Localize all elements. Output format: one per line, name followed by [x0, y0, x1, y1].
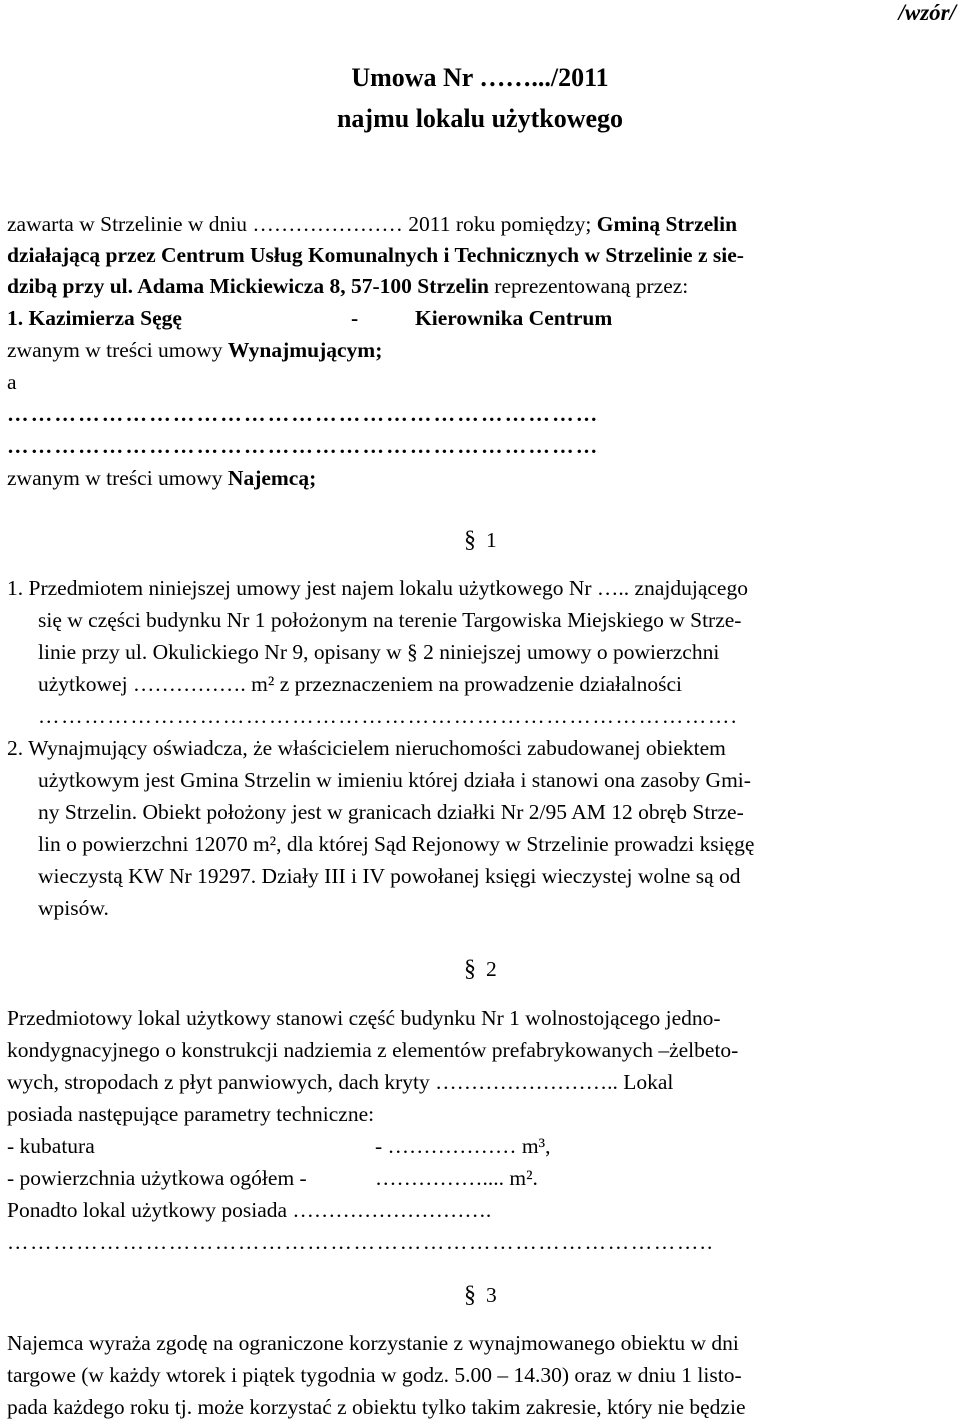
s2-line: posiada następujące parametry techniczne: [7, 1102, 375, 1126]
s2-line: ……………………………………………………………………………….. [7, 1230, 714, 1254]
dash: - [351, 306, 359, 330]
s1-p1-line: się w części budynku Nr 1 położonym na terenie Targowiska Miejskiego w Strze- [38, 608, 742, 632]
intro-line-2 [7, 243, 744, 268]
section-number: 1 [486, 528, 497, 552]
s3-line: Najemca wyraża zgodę na ograniczone korzystanie z wynajmowanego obiektu w dni [7, 1331, 739, 1355]
party-landlord: Wynajmującym; [227, 338, 383, 362]
s3-line: targowe (w każdy wtorek i piątek tygodnia w godz. 5.00 – 14.30) oraz w dniu 1 listo- [7, 1363, 742, 1387]
s1-p2-line: wpisów. [38, 896, 109, 920]
intro-line-9 [7, 466, 316, 491]
intro-address: dzibą przy ul. Adama Mickiewicza 8, 57-100 Strzelin [7, 274, 489, 298]
representative-name: 1. Kazimierza Sęgę [7, 306, 182, 330]
section-3-heading [464, 1282, 497, 1309]
party-gmina: Gminą Strzelin [596, 212, 738, 236]
representative-role: Kierownika Centrum [415, 306, 613, 330]
intro-text: zawarta w Strzelinie w dniu ………………… 2011 roku pomiędzy; [7, 212, 597, 236]
s1-p2-line: użytkowym jest Gmina Strzelin w imieniu której działa i stanowi ona zasoby Gmi- [38, 768, 751, 792]
tenant-blank-2: ………………………………………………………………… [7, 434, 600, 458]
paragraph-sign: § [464, 527, 476, 553]
s1-p2-line: wieczystą KW Nr 19297. Działy III i IV powołanej księgi wieczystej wolne są od [38, 864, 741, 888]
paragraph-sign: § [464, 956, 476, 982]
section-number: 3 [486, 1283, 497, 1307]
s2-line: Ponadto lokal użytkowy posiada ………………………. [7, 1198, 492, 1222]
section-number: 2 [486, 957, 497, 981]
intro-text: działającą przez Centrum Usług Komunalnych i Technicznych w Strzelinie z sie- [7, 243, 744, 267]
s1-p1-line: ………………………………………………………………………………. [38, 704, 738, 728]
s1-p1-line: linie przy ul. Okulickiego Nr 9, opisany w § 2 niniejszej umowy o powierzchni [38, 640, 720, 664]
section-1-heading [464, 527, 497, 554]
intro-text: zwanym w treści umowy [7, 466, 228, 490]
s1-p2-line: ny Strzelin. Obiekt położony jest w granicach działki Nr 2/95 AM 12 obręb Strze- [38, 800, 744, 824]
intro-line-3 [7, 274, 688, 299]
s3-line: pada każdego roku tj. może korzystać z obiektu tylko takim zakresie, który nie będzie [7, 1395, 746, 1419]
s1-p2-line: lin o powierzchni 12070 m², dla której Sąd Rejonowy w Strzelinie prowadzi księgę [38, 832, 755, 856]
s2-line: wych, stropodach z płyt panwiowych, dach kryty …………………….. Lokal [7, 1070, 674, 1094]
contract-subtitle: najmu lokalu użytkowego [336, 104, 624, 133]
intro-text: reprezentowaną przez: [488, 274, 689, 298]
party-tenant: Najemcą; [227, 466, 317, 490]
s1-p1-line: 1. Przedmiotem niniejszej umowy jest najem lokalu użytkowego Nr ….. znajdującego [7, 576, 748, 600]
intro-line-6: a [7, 370, 17, 394]
param-value: …………….... m². [375, 1166, 538, 1190]
param-label: - kubatura [7, 1134, 95, 1158]
tenant-blank-1: ………………………………………………………………… [7, 402, 600, 426]
param-value: - ……………… m³, [375, 1134, 551, 1158]
s1-p2-line: 2. Wynajmujący oświadcza, że właścicielem nieruchomości zabudowanej obiektem [7, 736, 726, 760]
intro-line-5 [7, 338, 382, 363]
param-label: - powierzchnia użytkowa ogółem - [7, 1166, 307, 1190]
intro-text: zwanym w treści umowy [7, 338, 228, 362]
s2-line: kondygnacyjnego o konstrukcji nadziemia z elementów prefabrykowanych –żelbeto- [7, 1038, 739, 1062]
paragraph-sign: § [464, 1282, 476, 1308]
intro-line-1 [7, 212, 737, 237]
template-tag: /wzór/ [898, 0, 956, 25]
s1-p1-line: użytkowej ……………. m² z przeznaczeniem na prowadzenie działalności [38, 672, 683, 696]
s2-line: Przedmiotowy lokal użytkowy stanowi część budynku Nr 1 wolnostojącego jedno- [7, 1006, 721, 1030]
section-2-heading [464, 956, 497, 983]
contract-title: Umowa Nr …….../2011 [351, 63, 609, 92]
